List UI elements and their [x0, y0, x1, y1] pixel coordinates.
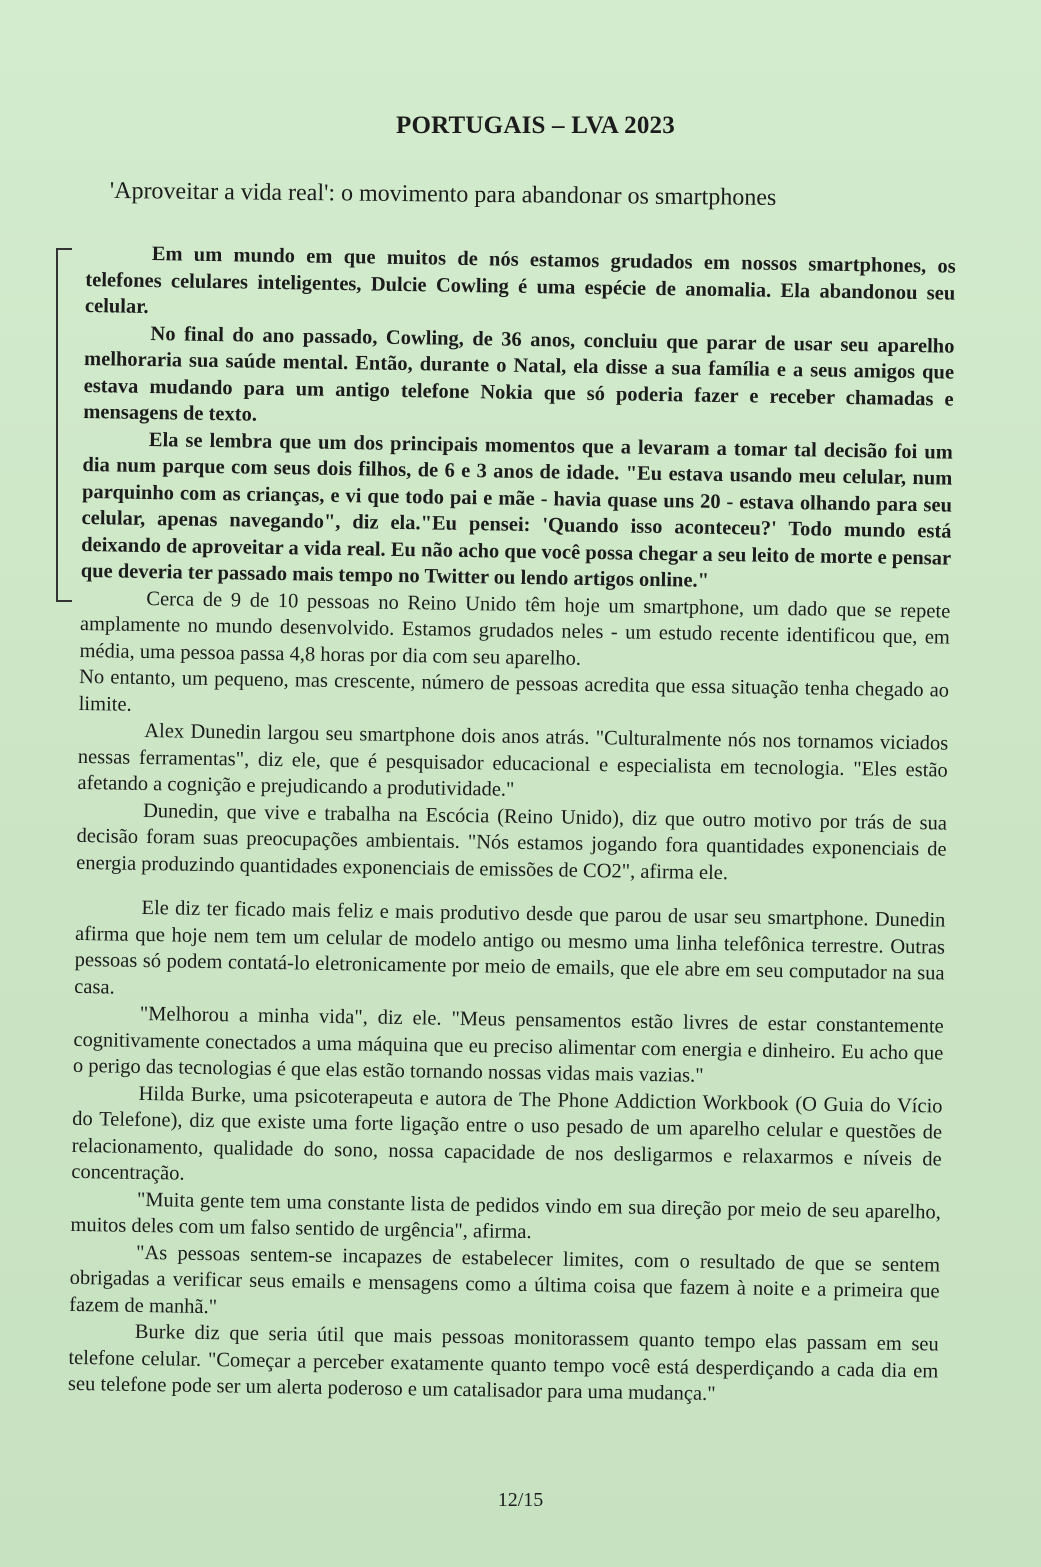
article-headline: 'Aproveitar a vida real': o movimento para abandonar os smartphones [109, 178, 777, 211]
paragraph: No final do ano passado, Cowling, de 36 anos, concluiu que parar de usar seu aparelho melhoraria sua saúde mental. Então, durante o Natal, ela disse a sua família e a seus amigos que estava mudando para um antigo telefone Nokia que só poderia fazer e receber chamadas e mensagens de texto. [83, 322, 955, 426]
paragraph: Ela se lembra que um dos principais momentos que a levaram a tomar tal decisão foi um dia num parque com seus dois filhos, de 6 e 3 anos de idade. "Eu estava usando meu celular, num parquinho com as crianças, e vi que todo pai e mãe - havia quase uns 20 - estava olhando para seu celular, apenas navegando", diz ela."Eu pensei: 'Quando isso aconteceu?' Todo mundo está deixando de aproveitar a vida real. Eu não acho que você possa chegar a seu leito de morte e pensar que deveria ter passado mais tempo no Twitter ou lendo artigos online." [80, 428, 953, 592]
paragraph: Em um mundo em que muitos de nós estamos grudados em nossos smartphones, os telefones celulares inteligentes, Dulcie Cowling é uma espécie de anomalia. Ela abandonou seu celular. [84, 243, 956, 318]
highlighted-passage [81, 240, 956, 598]
paragraph: "Muita gente tem uma constante lista de pedidos vindo em sua direção por meio de seu aparelho, muitos deles com um falso sentido de urgência", afirma. [70, 1188, 942, 1244]
paragraph: Hilda Burke, uma psicoterapeuta e autora de The Phone Addiction Workbook (O Guia do Vício do Telefone), diz que existe uma forte ligação entre o uso pesado de um aparelho celular e questões de relacionamento, qualidade do sono, nossa capacidade de nos desligarmos e relaxarmos e níveis de concentração. [71, 1082, 943, 1185]
header-title: PORTUGAIS – LVA 2023 [396, 112, 675, 139]
paragraph: Dunedin, que vive e trabalha na Escócia (Reino Unido), diz que outro motivo por trás de sua decisão foram suas preocupações ambientais. "Nós estamos jogando fora quantidades exponenciais de energia produzindo quantidades exponenciais de emissões de CO2", afirma ele. [76, 799, 948, 884]
paragraph: Ele diz ter ficado mais feliz e mais produtivo desde que parou de usar seu smartphone. Dunedin afirma que hoje nem tem um celular de modelo antigo ou mesmo uma linha telefônica terrestre. Outras pessoas só podem contatá-lo eletronicamente por meio de emails, que ele abre em seu computador na sua casa. [74, 896, 946, 999]
paragraph: "As pessoas sentem-se incapazes de estabelecer limites, com o resultado de que se sentem obrigadas a verificar seus emails e mensagens como a última coisa que fazem à noite e a primeira que fazem de manhã." [69, 1241, 941, 1318]
paragraph: "Melhorou a minha vida", diz ele. "Meus pensamentos estão livres de estar constantemente cognitivamente conectados a uma máquina que eu preciso alimentar com energia e dinheiro. Eu acho que o perigo das tecnologias é que elas estão tornando nossas vidas mais vazias." [72, 1002, 944, 1087]
paragraph: Burke diz que seria útil que mais pessoas monitorassem quanto tempo elas passam em seu telefone celular. "Começar a perceber exatamente quanto tempo você está desperdiçando a cada dia em seu telefone pode ser um alerta poderoso e um catalisador para uma mudança." [67, 1320, 939, 1406]
page-number: 12/15 [497, 1489, 544, 1511]
paragraph: Alex Dunedin largou seu smartphone dois anos atrás. "Culturalmente nós nos tornamos viciados nessas ferramentas", diz ele, que é pesquisador educacional e especialista em tecnologia. "Eles estão afetando a cognição e prejudicando a produtividade." [77, 719, 949, 801]
paragraph: Cerca de 9 de 10 pessoas no Reino Unido têm hoje um smartphone, um dado que se repete amplamente no mundo desenvolvido. Estamos grudados neles - um estudo recente identificou que, em média, uma pessoa passa 4,8 horas por dia com seu aparelho. [79, 587, 951, 670]
article-body [68, 240, 956, 1411]
margin-bracket [56, 248, 72, 602]
paragraph: No entanto, um pequeno, mas crescente, número de pessoas acredita que essa situação tenha chegado ao limite. [78, 665, 950, 716]
